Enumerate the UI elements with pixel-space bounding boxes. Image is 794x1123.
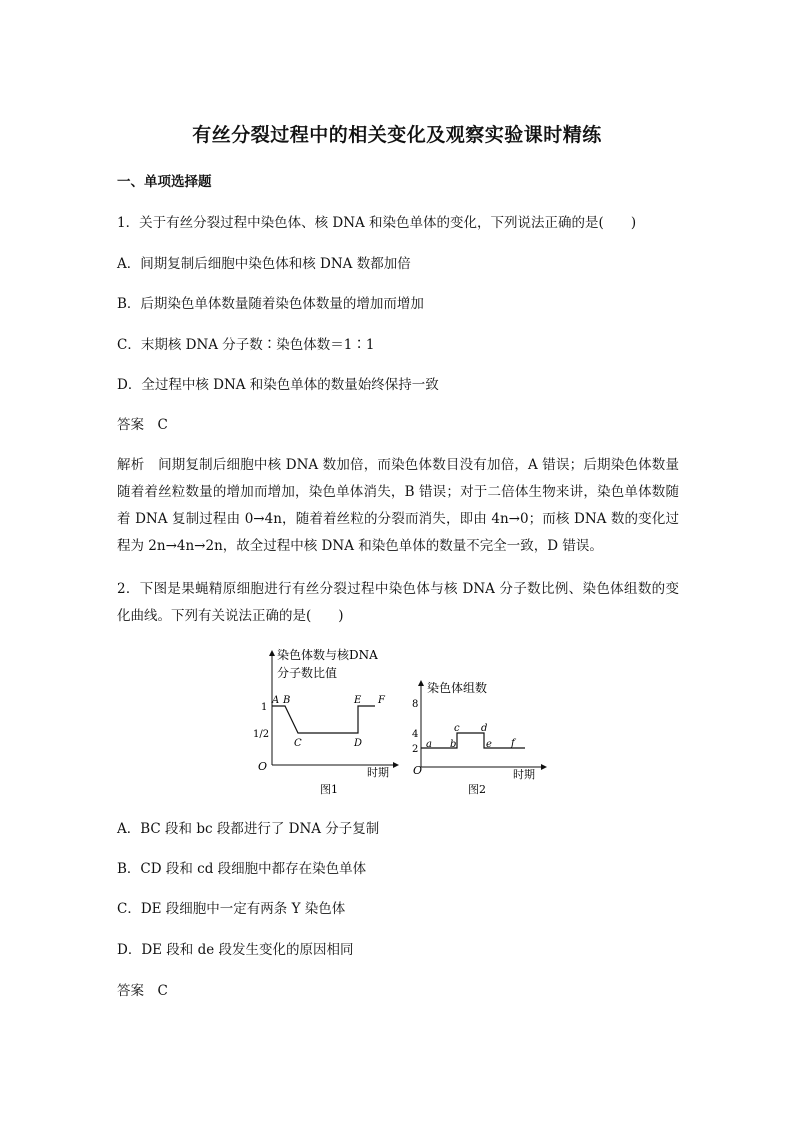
question-2-option-c: C．DE 段细胞中一定有两条 Y 染色体 bbox=[117, 901, 346, 917]
question-2-option-d: D．DE 段和 de 段发生变化的原因相同 bbox=[117, 942, 354, 958]
figure-1-xlabel: 时期 bbox=[367, 766, 389, 779]
figure-1-point-a: A bbox=[272, 695, 280, 706]
figure-1-ylabel-line2: 分子数比值 bbox=[277, 666, 338, 680]
figure-1 bbox=[253, 647, 397, 796]
question-2-stem: 2．下图是果蝇精原细胞进行有丝分裂过程中染色体与核 DNA 分子数比例、染色体组数的变化曲线。下列有关说法正确的是( ) bbox=[117, 581, 679, 624]
figure-1-tick-1: 1 bbox=[261, 702, 268, 713]
question-2-figure bbox=[255, 640, 555, 800]
figure-1-point-b: B bbox=[283, 695, 291, 706]
figure-1-point-c: C bbox=[294, 738, 302, 749]
question-1-analysis: 解析 间期复制后细胞中核 DNA 数加倍，而染色体数目没有加倍，A 错误；后期染色体数量随着着丝粒数量的增加而增加，染色单体消失，B 错误；对于二倍体生物来讲，染色单体数随着 DNA 复制过程由 0→4n，随着着丝粒的分裂而消失，即由 4n→0；而核 DNA 数的变化过程为 2n→4n→2n，故全过程中核 DNA 和染色单体的数量不完全一致，D 错误。 bbox=[117, 457, 679, 554]
question-1-option-a: A．间期复制后细胞中染色体和核 DNA 数都加倍 bbox=[117, 256, 411, 272]
figure-1-ylabel-line1: 染色体数与核DNA bbox=[277, 648, 378, 662]
figure-2-xlabel: 时期 bbox=[513, 768, 535, 781]
section-heading: 一、单项选择题 bbox=[117, 174, 212, 190]
figure-1-origin: O bbox=[258, 760, 268, 773]
figure-2-point-b: b bbox=[450, 739, 457, 750]
figure-2-tick-4: 4 bbox=[412, 729, 419, 740]
figure-2 bbox=[412, 680, 545, 796]
question-1-option-d: D．全过程中核 DNA 和染色单体的数量始终保持一致 bbox=[117, 377, 439, 393]
figure-2-tick-8: 8 bbox=[412, 699, 419, 710]
figure-2-curve bbox=[421, 733, 525, 748]
figure-2-point-d: d bbox=[481, 723, 488, 734]
question-1-answer: 答案 C bbox=[117, 417, 168, 433]
question-1-option-c: C．末期核 DNA 分子数∶染色体数＝1∶1 bbox=[117, 337, 375, 353]
question-1-stem: 1．关于有丝分裂过程中染色体、核 DNA 和染色单体的变化，下列说法正确的是( ) bbox=[117, 215, 637, 231]
question-1-option-b: B．后期染色单体数量随着染色体数量的增加而增加 bbox=[117, 296, 424, 312]
figure-2-point-f: f bbox=[511, 738, 515, 749]
figure-1-caption: 图1 bbox=[320, 783, 338, 796]
figure-2-point-a: a bbox=[426, 739, 432, 750]
question-2-answer: 答案 C bbox=[117, 983, 168, 999]
figure-2-ylabel: 染色体组数 bbox=[427, 681, 488, 695]
figure-2-caption: 图2 bbox=[468, 783, 486, 796]
figure-2-tick-2: 2 bbox=[412, 744, 419, 755]
figure-1-point-d: D bbox=[354, 738, 363, 749]
figure-2-point-c: c bbox=[454, 723, 460, 734]
figure-1-point-e: E bbox=[354, 695, 362, 706]
figure-2-origin: O bbox=[413, 764, 423, 777]
question-2-option-a: A．BC 段和 bc 段都进行了 DNA 分子复制 bbox=[117, 821, 380, 837]
figure-2-point-e: e bbox=[486, 739, 492, 750]
figure-1-point-f: F bbox=[378, 695, 385, 706]
figure-1-tick-half: 1/2 bbox=[253, 729, 270, 740]
question-2-option-b: B．CD 段和 cd 段细胞中都存在染色单体 bbox=[117, 861, 367, 877]
figure-1-curve bbox=[272, 706, 375, 733]
page-title: 有丝分裂过程中的相关变化及观察实验课时精练 bbox=[192, 124, 602, 146]
